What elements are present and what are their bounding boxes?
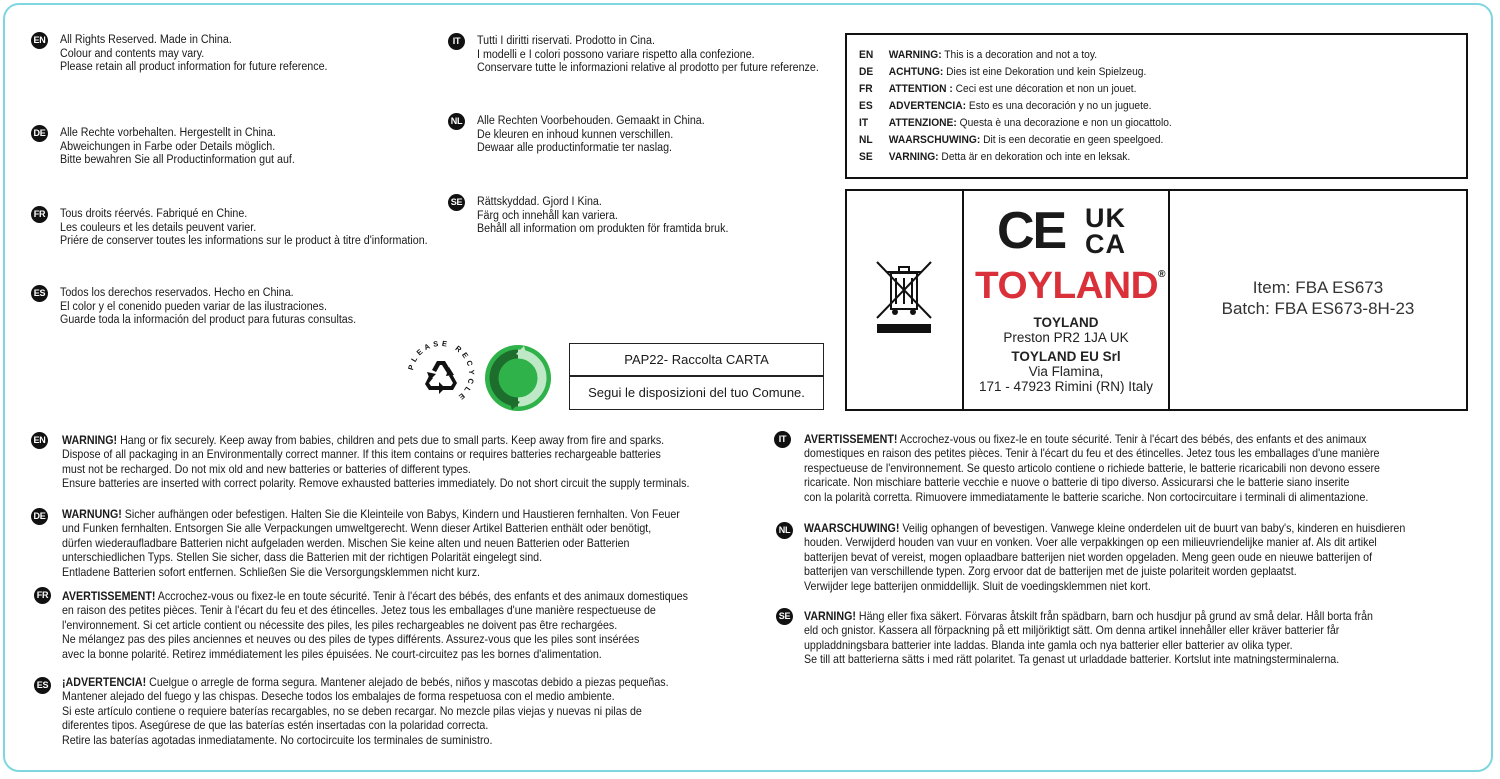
eu-address-1: Via Flamina, — [1028, 364, 1104, 379]
lang-badge-nl: NL — [448, 113, 465, 130]
lang-badge-fr: FR — [34, 587, 51, 604]
ce-mark: CE — [997, 202, 1066, 260]
warning-row-en: EN WARNING: This is a decoration and not a toy. — [859, 49, 1098, 61]
svg-text:PLEASE RECYCLE: PLEASE RECYCLE — [406, 338, 477, 404]
safety-text-de: WARNUNG! Sicher aufhängen oder befestigen. Halten Sie die Kleinteile von Babys, Kindern und Haustieren fernhalten. Von Feuer und Funken fernhalten. Entsorgen Sie alle Verpackungen umweltgerecht. Wenn dieser Artikel Batterien enthält oder benötigt, dürfen wiederaufladbare Batterien nicht aufgeladen werden. Mischen Sie keine alten und neuen Batterien oder Batterien unterschiedlichen Typs. Stellen Sie sicher, dass die Batterien mit der richtigen Polarität eingelegt sind. Entladene Batterien sofort entfernen. Schließen Sie die Versorgungsklemmen nicht kurz. — [62, 508, 680, 579]
item-number: Item: FBA ES673 — [1252, 278, 1384, 297]
eu-company: TOYLAND EU Srl — [1011, 349, 1121, 364]
brand-info-box — [845, 189, 1468, 411]
pap-code: PAP22- Raccolta CARTA — [624, 352, 769, 367]
lang-badge-fr: FR — [31, 206, 48, 223]
warning-row-de: DE ACHTUNG: Dies ist eine Dekoration und kein Spielzeug. — [859, 66, 1147, 78]
rights-text-de: Alle Rechte vorbehalten. Hergestellt in China. Abweichungen in Farbe oder Details möglich. Bitte bewahren Sie all Productinformation gut auf. — [60, 127, 295, 167]
warning-row-se: SE VARNING: Detta är en dekoration och inte en leksak. — [859, 151, 1131, 163]
item-batch-block — [1170, 277, 1466, 319]
lang-badge-en: EN — [31, 32, 48, 49]
address-block — [964, 315, 1168, 394]
green-dot-icon — [484, 344, 552, 412]
warning-row-it: IT ATTENZIONE: Questa è una decorazione e non un giocattolo. — [859, 117, 1172, 129]
rights-text-it: Tutti I diritti riservati. Prodotto in Cina. I modelli e I colori possono variare rispetto alla confezione. Conservare tutte le informazioni relative al prodotto per future referenze. — [477, 35, 819, 75]
eu-address-2: 171 - 47923 Rimini (RN) Italy — [978, 379, 1154, 394]
safety-text-it: AVERTISSEMENT! Accrochez-vous ou fixez-le en toute sécurité. Tenir à l'écart des bébés, des enfants et des animaux domestiques en raison des petites pièces. Tenir à l'écart du feu et des étincelles. Jetez tous les emballages d'une manière respectueuse de l'environnement. Se questo articolo contiene o richiede batterie, le batterie ricaricabili non devono essere ricaricate. Non mischiare batterie vecchie e nuove o batterie di tipo diverso. Assicurarsi che le batterie siano inserite con la polarità corretta. Rimuovere immediatamente le batterie scariche. Non cortocircuitare i terminali di alimentazione. — [804, 433, 1380, 504]
batch-number: Batch: FBA ES673-8H-23 — [1221, 299, 1415, 318]
please-recycle-icon — [405, 338, 477, 410]
safety-text-en: WARNING! Hang or fix securely. Keep away from babies, children and pets due to small parts. Keep away from fire and sparks. Dispose of all packaging in an Environmentally correct manner. If this item contains or requires batteries rechargeable batteries must not be recharged. Do not mix old and new batteries or batteries of different types. Ensure batteries are inserted with correct polarity. Remove exhausted batteries immediately. Do not short circuit the supply terminals. — [62, 434, 690, 491]
warning-row-nl: NL WAARSCHUWING: Dit is een decoratie en geen speelgoed. — [859, 134, 1164, 146]
lang-badge-en: EN — [31, 432, 48, 449]
toyland-logo: TOYLAND® — [975, 265, 1166, 307]
safety-text-fr: AVERTISSEMENT! Accrochez-vous ou fixez-le en toute sécurité. Tenir à l'écart des bébés, des enfants et des animaux domestiques en raison des petites pièces. Tenir à l'écart du feu et des étincelles. Jetez tous les emballages d'une manière respectueuse de l'environnement. Si cet article contient ou nécessite des piles, les piles rechargeables ne doivent pas être rechargées. Ne mélangez pas des piles anciennes et neuves ou des piles de types différents. Assurez-vous que les piles sont insérées avec la bonne polarité. Retirez immédiatement les piles épuisées. Ne court-circuitez pas les bornes d'alimentation. — [62, 590, 688, 661]
safety-text-es: ¡ADVERTENCIA! Cuelgue o arregle de forma segura. Mantener alejado de bebés, niños y mascotas debido a piezas pequeñas. Mantener alejado del fuego y las chispas. Deseche todos los embalajes de forma respetuosa con el medio ambiente. Si este artículo contiene o requiere baterías recargables, no se deben recargar. No mezcle pilas viejas y nuevas ni pilas de diferentes tipos. Asegúrese de que las baterías estén insertadas con la polaridad correcta. Retire las baterías agotadas inmediatamente. No cortocircuite los terminales de suministro. — [62, 676, 669, 747]
lang-badge-es: ES — [31, 285, 48, 302]
rights-text-fr: Tous droits réervés. Fabriqué en Chine. Les couleurs et les details peuvent varier. Priére de conserver toutes les informations sur le product à titre d'information. — [60, 208, 428, 248]
uk-address: Preston PR2 1JA UK — [1003, 330, 1129, 345]
lang-badge-de: DE — [31, 125, 48, 142]
rights-text-se: Rättskyddad. Gjord I Kina. Färg och innehåll kan variera. Behåll all information om produkten för framtida bruk. — [477, 196, 729, 236]
lang-badge-se: SE — [448, 194, 465, 211]
rights-text-en: All Rights Reserved. Made in China. Colour and contents may vary. Please retain all product information for future reference. — [60, 34, 328, 74]
warning-row-es: ES ADVERTENCIA: Esto es una decoración y no un juguete. — [859, 100, 1152, 112]
pap-note: Segui le disposizioni del tuo Comune. — [588, 385, 805, 400]
pap-divider — [570, 375, 823, 377]
uk-company: TOYLAND — [1033, 315, 1099, 330]
ukca-mark: UK CA — [1085, 203, 1126, 259]
safety-text-se: VARNING! Häng eller fixa säkert. Förvaras åtskilt från spädbarn, barn och husdjur på grund av små delar. Håll borta från eld och gnistor. Kassera all förpackning på ett miljöriktigt sätt. Om denna artikel innehåller eller kräver batterier får uppladdningsbara batterier inte laddas. Blanda inte gamla och nya batterier eller batterier av olika typer. Se till att batterierna sätts i med rätt polaritet. Ta genast ut urladdade batterier. Kortslut inte matningsterminalerna. — [804, 610, 1373, 667]
rights-text-nl: Alle Rechten Voorbehouden. Gemaakt in China. De kleuren en inhoud kunnen verschillen. Dewaar alle productinformatie ter naslag. — [477, 115, 705, 155]
lang-badge-it: IT — [448, 33, 465, 50]
lang-badge-es: ES — [34, 677, 51, 694]
safety-text-nl: WAARSCHUWING! Veilig ophangen of bevestigen. Vanwege kleine onderdelen uit de buurt van baby's, kinderen en huisdieren houden. Verwijderd houden van vuur en vonken. Voer alle verpakkingen op een milieuvriendelijke manier af. Als dit artikel batterijen bevat of vereist, mogen oplaadbare batterijen niet worden opgeladen. Meng geen oude en nieuwe batterijen of batterijen van verschillende typen. Zorg ervoor dat de batterijen met de juiste polariteit worden geplaatst. Verwijder lege batterijen onmiddellijk. Sluit de voedingsklemmen niet kort. — [804, 522, 1406, 593]
decoration-warning-box — [845, 33, 1468, 179]
rights-text-es: Todos los derechos reservados. Hecho en China. El color y el conenido pueden variar de las ilustraciones. Guarde toda la información del product para futuras consultas. — [60, 287, 357, 327]
warning-row-fr: FR ATTENTION : Ceci est une décoration et non un jouet. — [859, 83, 1137, 95]
lang-badge-it: IT — [774, 431, 791, 448]
weee-crossed-bin-icon — [873, 260, 935, 336]
lang-badge-de: DE — [31, 508, 48, 525]
lang-badge-se: SE — [776, 608, 793, 625]
lang-badge-nl: NL — [776, 522, 793, 539]
pap-disposal-box — [569, 343, 824, 410]
